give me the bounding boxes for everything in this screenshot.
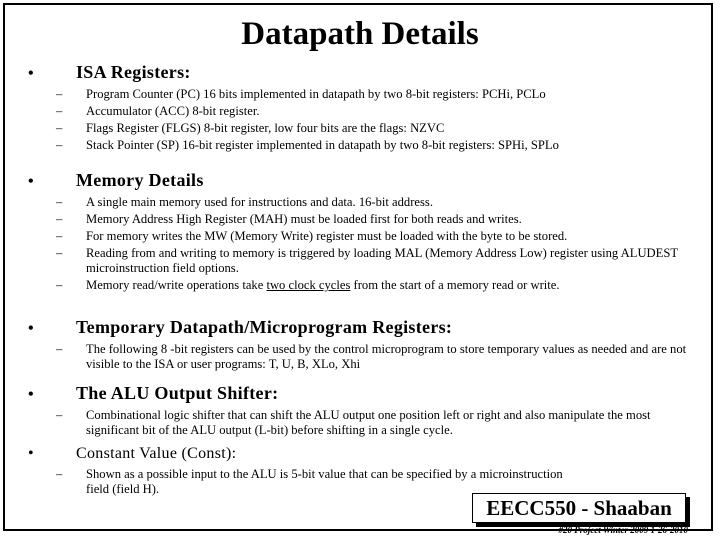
dash-icon: –	[56, 121, 63, 135]
list-item-text: The following 8 -bit registers can be used by the control microprogram to store temporary values as needed and are not visible to the ISA or user programs: T, U, B, XLo, Xhi	[86, 342, 687, 371]
list-item-text: Accumulator (ACC) 8-bit register.	[86, 104, 260, 118]
list-item	[28, 121, 698, 136]
section-heading: Temporary Datapath/Microprogram Registers:	[76, 317, 453, 337]
bullet-icon: •	[28, 173, 34, 190]
dash-icon: –	[56, 138, 63, 152]
list-item	[28, 87, 698, 102]
list-item	[28, 408, 698, 438]
sub-list	[28, 408, 698, 438]
bullet-icon: •	[28, 386, 34, 403]
list-item	[28, 195, 698, 210]
section-alu-shifter	[28, 383, 698, 440]
list-item	[28, 138, 698, 153]
list-item	[28, 212, 698, 227]
bullet-icon: •	[28, 445, 34, 462]
list-item-text: Reading from and writing to memory is triggered by loading MAL (Memory Address Low) register using ALUDEST microinstruction field options.	[86, 246, 678, 275]
underlined-text: two clock cycles	[266, 278, 351, 292]
section-heading: The ALU Output Shifter:	[76, 383, 279, 403]
text-fragment: from the start of a memory read or write.	[350, 278, 560, 292]
list-item-text: Stack Pointer (SP) 16-bit register implemented in datapath by two 8-bit registers: SPHi, SPLo	[86, 138, 559, 152]
list-item	[28, 278, 698, 293]
slide-title: Datapath Details	[241, 16, 479, 52]
section-heading-row	[28, 317, 698, 338]
section-memory-details	[28, 170, 698, 295]
dash-icon: –	[56, 195, 63, 209]
section-heading-row	[28, 62, 698, 83]
section-temporary-registers	[28, 317, 698, 374]
sub-list	[28, 342, 698, 372]
list-item	[28, 229, 698, 244]
dash-icon: –	[56, 467, 63, 481]
section-heading: Constant Value (Const):	[76, 445, 237, 462]
list-item-text: Flags Register (FLGS) 8-bit register, low four bits are the flags: NZVC	[86, 121, 445, 135]
dash-icon: –	[56, 104, 63, 118]
section-isa-registers	[28, 62, 698, 155]
list-item-text: For memory writes the MW (Memory Write) register must be loaded with the byte to be stored.	[86, 229, 568, 243]
section-heading: Memory Details	[76, 170, 204, 190]
list-item	[28, 342, 698, 372]
section-heading-row	[28, 445, 698, 463]
sub-list	[28, 195, 698, 293]
list-item-text: Combinational logic shifter that can shift the ALU output one position left or right and also manipulate the most significant bit of the ALU output (L-bit) before shifting in a single cycle.	[86, 408, 651, 437]
dash-icon: –	[56, 229, 63, 243]
list-item-text	[86, 278, 560, 293]
dash-icon: –	[56, 408, 63, 422]
dash-icon: –	[56, 87, 63, 101]
section-heading: ISA Registers:	[76, 62, 191, 82]
section-constant-value	[28, 445, 698, 499]
bullet-icon: •	[28, 320, 34, 337]
text-fragment: Memory read/write operations take	[86, 278, 267, 292]
list-item	[28, 246, 698, 276]
list-item-text: Program Counter (PC) 16 bits implemented in datapath by two 8-bit registers: PCHi, PCLo	[86, 87, 546, 101]
dash-icon: –	[56, 342, 63, 356]
section-heading-row	[28, 383, 698, 404]
section-heading-row	[28, 170, 698, 191]
list-item-text: Memory Address High Register (MAH) must be loaded first for both reads and writes.	[86, 212, 522, 226]
bullet-icon: •	[28, 65, 34, 82]
list-item-text: A single main memory used for instructions and data. 16-bit address.	[86, 195, 433, 209]
dash-icon: –	[56, 246, 63, 260]
course-badge: EECC550 - Shaaban	[472, 493, 686, 523]
dash-icon: –	[56, 278, 63, 292]
slide-footer: #20 Project Winter 2009 1-26-2010	[558, 525, 688, 535]
dash-icon: –	[56, 212, 63, 226]
sub-list	[28, 87, 698, 153]
list-item-text: Shown as a possible input to the ALU is 5-bit value that can be specified by a microinstruction field (field H).	[86, 467, 563, 496]
list-item	[28, 104, 698, 119]
